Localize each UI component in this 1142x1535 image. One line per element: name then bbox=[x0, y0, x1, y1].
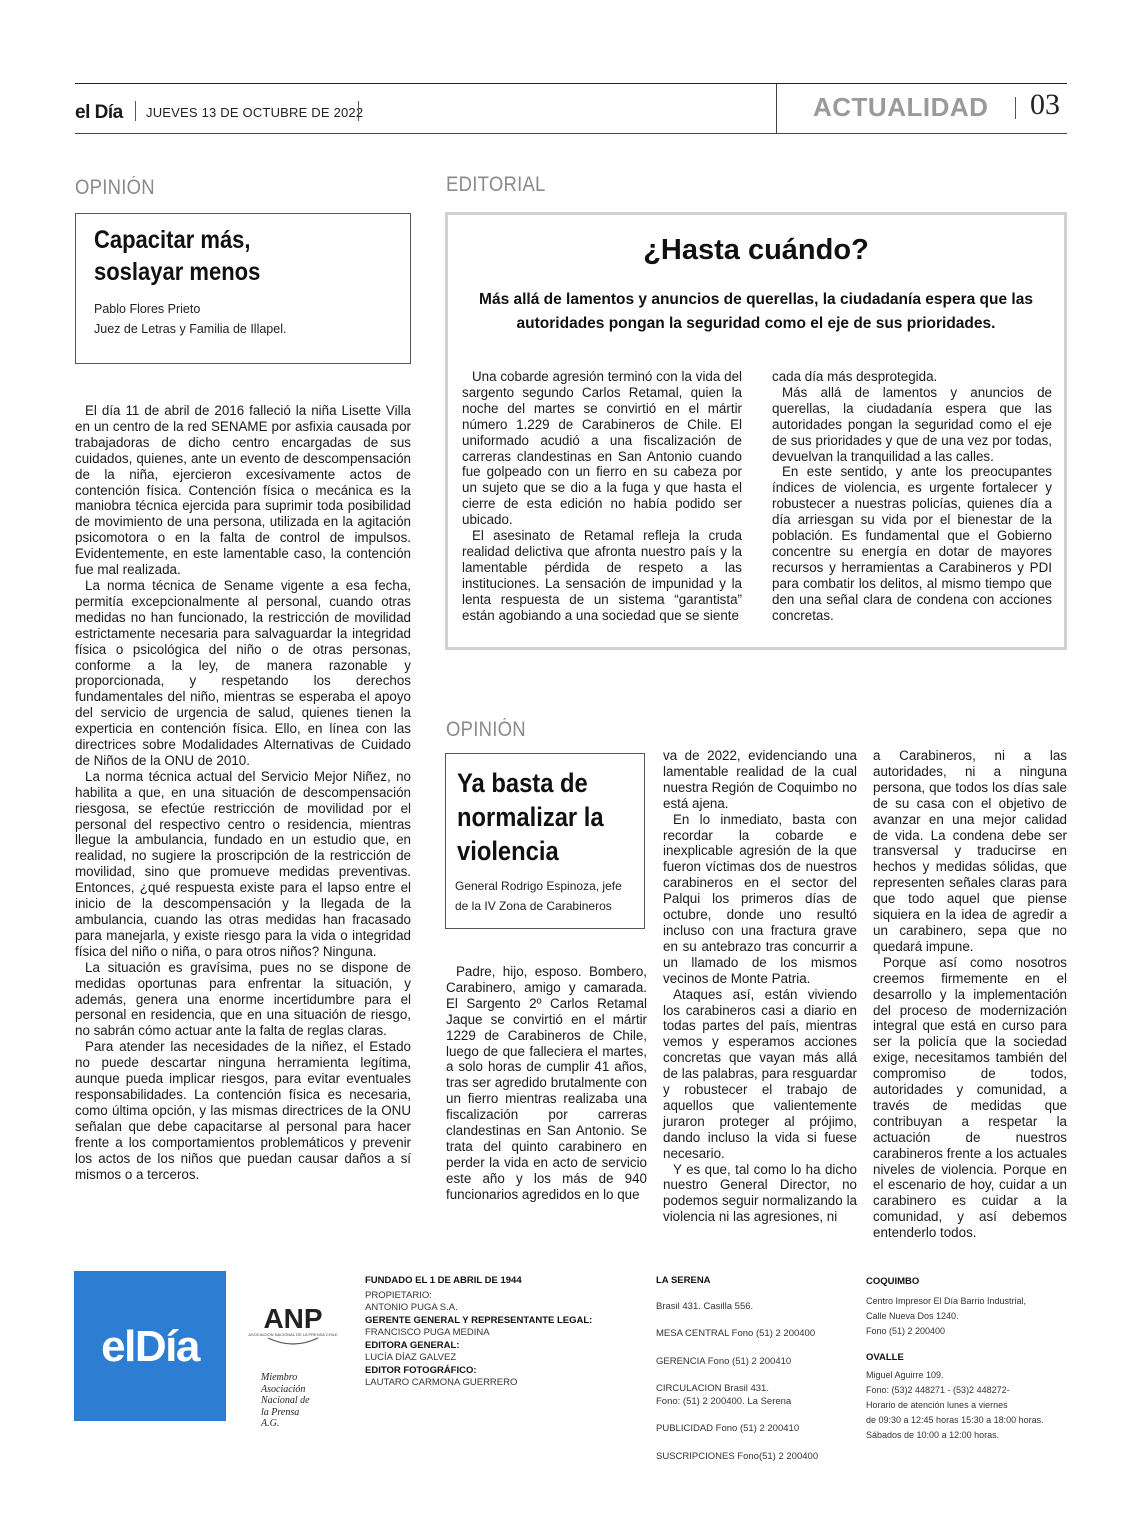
author-role: Juez de Letras y Familia de Illapel. bbox=[94, 322, 287, 336]
contact-line: de 09:30 a 12:45 horas 15:30 a 18:00 horas. bbox=[866, 1415, 1044, 1425]
subtitle-line: Más allá de lamentos y anuncios de querellas, la ciudadanía espera que las bbox=[479, 291, 1033, 308]
contact-line: Brasil 431. Casilla 556. bbox=[656, 1300, 754, 1312]
caption-line: Miembro bbox=[261, 1372, 298, 1383]
opinion2-col-3 bbox=[873, 748, 1067, 1241]
page-number: 03 bbox=[1030, 88, 1060, 121]
opinion-label: OPINIÓN bbox=[75, 176, 155, 199]
opinion-author bbox=[94, 299, 286, 339]
opinion-title bbox=[457, 766, 651, 868]
paragraph-continuation: va de 2022, evidenciando una lamentable realidad de la cual nuestra Región de Coquimbo no está ajena. bbox=[663, 748, 857, 811]
caption-line: Asociación bbox=[261, 1383, 306, 1395]
subtitle-line: autoridades pongan la seguridad como el eje de sus prioridades. bbox=[516, 315, 996, 332]
la-serena-label: LA SERENA bbox=[656, 1275, 711, 1286]
contact-line: CIRCULACION Brasil 431. bbox=[656, 1383, 769, 1394]
founded-date: FUNDADO EL 1 DE ABRIL DE 1944 bbox=[365, 1275, 522, 1286]
title-line: Capacitar más, bbox=[94, 226, 251, 254]
author-name: Pablo Flores Prieto bbox=[94, 302, 201, 316]
editorial-subtitle bbox=[470, 288, 1042, 336]
paragraph: Para atender las necesidades de la niñez, el Estado no puede descartar ninguna herramienta legítima, aunque pueda implicar riesgos, para evitar eventuales responsabilidades. La contención física es necesaria, como última opción, y las mismas directrices de la ONU señalan que debe capacitarse al personal para hacer frente a los comportamientos problemáticos y prevenir los actos de los niños que puedan causar daños a sí mismos o a terceros. bbox=[75, 1039, 411, 1182]
header-rule bbox=[75, 133, 1067, 134]
editorial-col-1 bbox=[462, 369, 742, 624]
footer-logo: elDía bbox=[101, 1322, 199, 1371]
manager-label: GERENTE GENERAL Y REPRESENTANTE LEGAL: bbox=[365, 1314, 593, 1326]
title-line: soslayar menos bbox=[94, 258, 261, 286]
contact-line: MESA CENTRAL Fono (51) 2 200400 bbox=[656, 1328, 816, 1339]
paragraph: La norma técnica de Sename vigente a esa fecha, permitía excepcionalmente al personal, cuando otras medidas no han funcionado, la restricción de movilidad estrictamente necesaria para salvaguardar la integridad física o psicológica del niño o de otras personas, conforme a la ley, de manera razonable y proporcionada, y respetando los derechos fundamentales del niño, mientras se esperaba el apoyo del servicio de urgencia de salud, quienes tienen la experticia en contención física. Ello, en línea con las directrices sobre Modalidades Alternativas de Cuidado de Niños de la ONU de 2010. bbox=[75, 577, 411, 768]
paragraph: El día 11 de abril de 2016 falleció la niña Lisette Villa en un centro de la red SENAME por asfixia causada por trabajadoras de dicho centro encargadas de sus cuidados, quienes, ante un evento de descompensación de la niña, ejercieron excesivamente actos de contención física. Contención física o mecánica es la maniobra técnica ejercida para suprimir toda posibilidad de movimiento de una persona, utilizada en la agitación psicomotora o en la falta de control de impulsos. Evidentemente, en este lamentable caso, la contención fue mal realizada. bbox=[75, 403, 411, 578]
paragraph: La norma técnica actual del Servicio Mejor Niñez, no habilita a que, en una situación de descompensación riesgosa, se efectúe restricción de movilidad por el personal del respectivo centro o residencia, mientras llegue la ambulancia, fundado en un estudio que, en realidad, no sugiere la proscripción de la restricción de movilidad, sino que promueve medidas preventivas. Entonces, ¿qué respuesta existe para el lapso entre el inicio de la descompensación y la llegada de la ambulancia, cuando las otras medidas han fracasado para manejarla, y existe riesgo para la vida o integridad física del niño o niña, o para otros niños? Ninguna. bbox=[75, 768, 411, 959]
author-line: General Rodrigo Espinoza, jefe bbox=[455, 879, 622, 893]
opinion-headline-box bbox=[75, 213, 411, 364]
paragraph-continuation: cada día más desprotegida. bbox=[772, 369, 938, 384]
paragraph: En este sentido, y ante los preocupantes índices de violencia, es urgente fortalecer y robustecer a nuestras policías, quienes día a día arriesgan su vida por el bienestar de la población. Es fundamental que el Gobierno concentre su energía en dotar de mayores recursos y herramientas a Carabineros y PDI para combatir los delitos, al mismo tiempo que den una señal clara de condena con acciones concretas. bbox=[772, 464, 1052, 623]
title-line: normalizar la bbox=[457, 802, 604, 832]
caption-line: la Prensa bbox=[261, 1406, 300, 1418]
opinion-title bbox=[94, 224, 393, 288]
opinion2-col-2 bbox=[663, 748, 857, 1225]
anp-logo-icon bbox=[248, 1300, 338, 1352]
paragraph: Y es que, tal como lo ha dicho nuestro General Director, no podemos seguir normalizando la violencia ni las agresiones, ni bbox=[663, 1161, 857, 1225]
contact-line: Horario de atención lunes a viernes bbox=[866, 1400, 1008, 1410]
anp-caption bbox=[261, 1372, 310, 1430]
caption-line: A.G. bbox=[261, 1418, 280, 1429]
opinion1-body bbox=[75, 403, 411, 1182]
author-line: de la IV Zona de Carabineros bbox=[455, 899, 612, 913]
editorial-col-2 bbox=[772, 369, 1052, 624]
caption-line: Nacional de bbox=[261, 1395, 310, 1406]
owner-value: ANTONIO PUGA S.A. bbox=[365, 1302, 458, 1313]
top-rule bbox=[75, 83, 1067, 84]
header-separator bbox=[1015, 97, 1016, 119]
title-line: violencia bbox=[457, 836, 559, 866]
contact-line: Fono: (51) 2 200400. La Serena bbox=[656, 1395, 792, 1407]
opinion-author bbox=[455, 876, 622, 916]
anp-letters: ANP bbox=[263, 1303, 323, 1334]
paragraph: Más allá de lamentos y anuncios de querellas, la ciudadanía espera que las autoridades pongan la seguridad como el eje de sus prioridades y que de una vez por todas, devuelvan la tranquilidad a las calles. bbox=[772, 384, 1052, 464]
contact-line: Miguel Aguirre 109. bbox=[866, 1370, 944, 1380]
photo-editor-label: EDITOR FOTOGRÁFICO: bbox=[365, 1364, 477, 1376]
editorial-label: EDITORIAL bbox=[446, 173, 546, 196]
header-date: JUEVES 13 DE OCTUBRE DE 2022 bbox=[146, 105, 364, 120]
paragraph: La situación es gravísima, pues no se dispone de medidas oportunas para enfrentar la situación, y además, genera una enorme incertidumbre para el personal en residencia, que en una situación de riesgo, no sabrán cómo actuar ante la falta de reglas claras. bbox=[75, 959, 411, 1039]
contact-line: GERENCIA Fono (51) 2 200410 bbox=[656, 1355, 792, 1367]
contact-line: Centro Impresor El Día Barrio Industrial, bbox=[866, 1295, 1027, 1306]
header-separator bbox=[358, 101, 359, 121]
opinion-label: OPINIÓN bbox=[446, 718, 526, 741]
header-divider bbox=[776, 84, 777, 133]
editorial-title: ¿Hasta cuándo? bbox=[643, 234, 869, 266]
footer-coquimbo-ovalle bbox=[866, 1275, 1066, 1443]
manager-value: FRANCISCO PUGA MEDINA bbox=[365, 1327, 490, 1338]
contact-line: Fono: (53)2 448271 - (53)2 448272- bbox=[866, 1385, 1010, 1395]
anp-small-text: ASOCIACIÓN NACIONAL DE LA PRENSA CHILE bbox=[248, 1332, 338, 1337]
title-line: Ya basta de bbox=[457, 768, 588, 798]
photo-editor-value: LAUTARO CARMONA GUERRERO bbox=[365, 1377, 518, 1388]
opinion-headline-box bbox=[445, 753, 645, 929]
paragraph: Una cobarde agresión terminó con la vida del sargento segundo Carlos Retamal, quien la noche del martes se convirtió en el mártir número 1.229 de Carabineros de Chile. El uniformado acudió a una fiscalización de carreras clandestinas en San Antonio cuando fue golpeado con un fierro en su cabeza por un sujeto que se dio a la fuga y que hasta el cierre de esta edición no había podido ser ubicado. bbox=[462, 369, 742, 528]
footer-staff bbox=[365, 1275, 635, 1390]
ovalle-label: OVALLE bbox=[866, 1351, 904, 1363]
paragraph: Padre, hijo, esposo. Bombero, Carabinero, amigo y camarada. El Sargento 2º Carlos Retamal Jaque se convirtió en el mártir 1229 de Carabineros de Chile, luego de que falleciera el martes, a solo horas de cumplir 41 años, tras ser agredido brutalmente con un fierro mientras realizaba una fiscalización por carreras clandestinas en San Antonio. Se trata del quinto carabinero en perder la vida en acto de servicio este año y los más de 940 funcionarios agredidos en lo que bbox=[446, 964, 647, 1202]
contact-line: SUSCRIPCIONES Fono(51) 2 200400 bbox=[656, 1450, 819, 1462]
masthead-logo: el Día bbox=[75, 102, 123, 123]
contact-line: Fono (51) 2 200400 bbox=[866, 1325, 946, 1336]
header-separator bbox=[135, 101, 136, 121]
paragraph-continuation: a Carabineros, ni a las autoridades, ni a ninguna persona, que todos los días sale de su casa con el objetivo de avanzar en una mejor calidad de vida. La condena debe ser transversal y traducirse en hechos y medidas sólidas, que representen señales claras para que todo aquel que piense siquiera en la idea de agredir a un carabinero, sepa que no quedará impune. bbox=[873, 748, 1067, 954]
contact-line: PUBLICIDAD Fono (51) 2 200410 bbox=[656, 1423, 800, 1434]
coquimbo-label: COQUIMBO bbox=[866, 1276, 920, 1287]
paragraph: Porque así como nosotros creemos firmemente en el desarrollo y la implementación del proceso de modernización integral que está en curso para ser la policía que la sociedad exige, necesitamos también del compromiso de todos, autoridades y comunidad, a través de medidas que contribuyan a respetar la actuación de nuestros carabineros frente a los actuales niveles de violencia. Porque en el escenario de hoy, cuidar a un carabinero es cuidar a la comunidad, y así debemos entenderlo todos. bbox=[873, 954, 1067, 1241]
contact-line: Calle Nueva Dos 1240. bbox=[866, 1310, 959, 1321]
paragraph: En lo inmediato, basta con recordar la cobarde e inexplicable agresión de la que fueron víctimas dos de nuestros carabineros en el sector del Palqui los primeros días de octubre, donde uno resultó incluso con una fractura grave en su antebrazo tras concurrir a un llamado de los mismos vecinos de Monte Patria. bbox=[663, 811, 857, 986]
contact-line: Sábados de 10:00 a 12:00 horas. bbox=[866, 1430, 1000, 1440]
footer-la-serena bbox=[656, 1275, 846, 1463]
editor-value: LUCÍA DÍAZ GALVEZ bbox=[365, 1352, 457, 1363]
paragraph: El asesinato de Retamal refleja la cruda realidad delictiva que afronta nuestro país y la lamentable pérdida de respeto a las instituciones. La sensación de impunidad y la lenta respuesta de un sistema “garantista” están agobiando a una sociedad que se siente bbox=[462, 528, 742, 623]
owner-label: PROPIETARIO: bbox=[365, 1289, 432, 1301]
section-title: ACTUALIDAD bbox=[813, 92, 989, 122]
editor-label: EDITORA GENERAL: bbox=[365, 1339, 460, 1351]
opinion2-col-1 bbox=[446, 964, 647, 1203]
paragraph: Ataques así, están viviendo los carabineros casi a diario en todas partes del país, mientras vemos y esperamos acciones concretas que vayan más allá de las palabras, para resguardar y robustecer el trabajo de aquellos que valientemente juraron proteger al prójimo, dando incluso la vida si fuese necesario. bbox=[663, 986, 857, 1161]
